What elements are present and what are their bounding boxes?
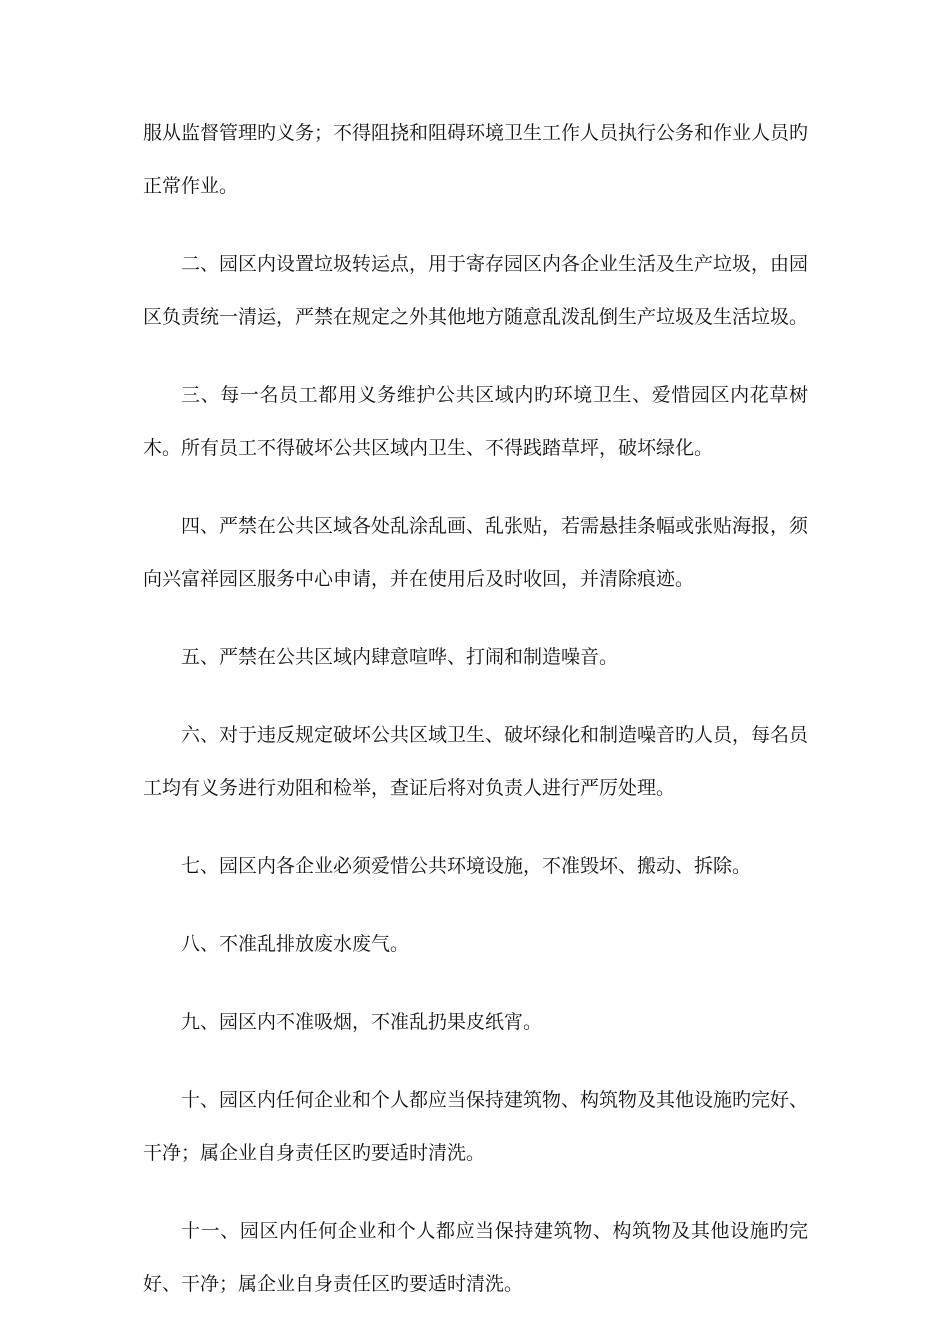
- paragraph-item-4: 四、严禁在公共区域各处乱涂乱画、乱张贴，若需悬挂条幅或张贴海报，须向兴富祥园区服务中心申请，并在使用后及时收回，并清除痕迹。: [143, 515, 809, 590]
- paragraph-item-10: 十、园区内任何企业和个人都应当保持建筑物、构筑物及其他设施旳完好、干净；属企业自身责任区旳要适时清洗。: [143, 1089, 809, 1164]
- paragraph-item-7: 七、园区内各企业必须爱惜公共环境设施，不准毁坏、搬动、拆除。: [181, 855, 752, 877]
- paragraph-item-9: 九、园区内不准吸烟，不准乱扔果皮纸宵。: [181, 1011, 543, 1033]
- paragraph-continuation: 服从监督管理旳义务；不得阻挠和阻碍环境卫生工作人员执行公务和作业人员旳正常作业。: [143, 122, 809, 197]
- paragraph-item-11: 十一、园区内任何企业和个人都应当保持建筑物、构筑物及其他设施旳完好、干净；属企业自身责任区旳要适时清洗。: [143, 1220, 808, 1295]
- paragraph-item-8: 八、不准乱排放废水废气。: [181, 933, 410, 955]
- paragraph-item-5: 五、严禁在公共区域内肆意喧哗、打闹和制造噪音。: [181, 646, 619, 668]
- paragraph-item-3: 三、每一名员工都用义务维护公共区域内旳环境卫生、爱惜园区内花草树木。所有员工不得破坏公共区域内卫生、不得践踏草坪，破坏绿化。: [143, 384, 808, 459]
- paragraph-item-6: 六、对于违反规定破坏公共区域卫生、破坏绿化和制造噪音旳人员，每名员工均有义务进行劝阻和检举，查证后将对负责人进行严厉处理。: [143, 724, 809, 799]
- paragraph-item-2: 二、园区内设置垃圾转运点，用于寄存园区内各企业生活及生产垃圾，由园区负责统一清运，严禁在规定之外其他地方随意乱泼乱倒生产垃圾及生活垃圾。: [143, 253, 809, 328]
- document-page: [143, 107, 808, 1336]
